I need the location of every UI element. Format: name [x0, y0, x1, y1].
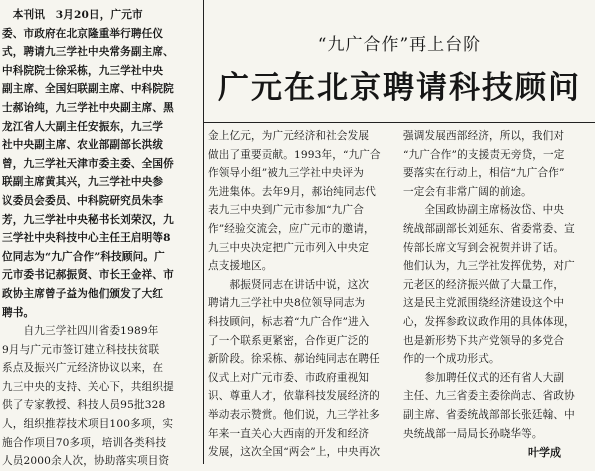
column-divider: [203, 0, 204, 464]
article-line: 点支援地区。: [208, 260, 273, 273]
article-line: 年来一直关心大西南的开发和经济: [208, 427, 370, 440]
article-line: 了一个联系更紧密，合作更广泛的: [208, 334, 370, 347]
article-line: 系点及振兴广元经济协议以来，在: [2, 362, 164, 375]
article-line: 人，组织推荐技术项目100多项，实: [2, 418, 174, 431]
article-line: 郝振贤同志在讲话中说，这次: [208, 278, 370, 291]
article-line: 九三中央的支持、关心下，共组织提: [2, 380, 174, 393]
article-line: 科技顾问，标志着“九广合作”进入: [208, 315, 370, 328]
article-line: 要落实在行动上，相信“九广合作”: [403, 167, 565, 180]
article-column-3: [403, 127, 593, 443]
article-line: 聘请九三学社中央8位领导同志为: [208, 297, 366, 310]
subheadline: “九广合作”再上台阶: [317, 35, 482, 55]
article-line: 做出了重要贡献。1993年，“九广合: [208, 148, 381, 161]
article-line: 委、市政府在北京隆重举行聘任仪: [2, 27, 164, 40]
article-line: 元市委书记郝振贤、市长王金祥、市: [2, 269, 174, 282]
headline: 广元在北京聘请科技顾问: [218, 70, 581, 106]
headline-divider: [203, 122, 595, 123]
byline: 叶学成: [528, 446, 561, 459]
article-line: 政协主席曾子益为他们颁发了大红: [2, 287, 164, 300]
article-line: 先进集体。去年9月，郝诒纯同志代: [208, 185, 377, 198]
article-line: 表九三中央到广元市参加“九广合: [208, 204, 364, 217]
article-line: 央统战部一局局长孙晓华等。: [403, 427, 543, 440]
article-line: 主任、九三省委主委徐尚志、省政协: [403, 390, 575, 403]
article-line: 议委员会委员、中科院研究员朱李: [2, 194, 164, 207]
article-line: 举动表示赞赏。他们说，九三学社多: [208, 408, 380, 421]
article-line: 统战部副部长刘延东、省委常委、宣: [403, 222, 575, 235]
article-line: 作领导小组”被九三学社中央评为: [208, 167, 364, 180]
article-line: 作的一个成功形式。: [403, 353, 500, 366]
article-line: 中科院院士徐采栋，九三学社中央: [2, 64, 164, 77]
article-line: 副主席、省委统战部部长张廷翰、中: [403, 408, 575, 421]
article-line: 聘书。: [2, 306, 35, 319]
article-line: 新阶段。徐采栋、郝诒纯同志在聘任: [208, 353, 380, 366]
article-line: 九三中央决定把广元市列入中央定: [208, 241, 370, 254]
article-line: 副主席、全国妇联副主席、中科院院: [2, 83, 174, 96]
article-line: 芳，九三学社中央秘书长刘荣汉，九: [2, 213, 174, 226]
article-line: 曾，九三学社天津市委主委、全国侨: [2, 157, 174, 170]
article-line: 龙江省人大副主任安振东，九三学: [2, 120, 164, 133]
article-line: 人员2000余人次，协助落实项目资: [2, 455, 170, 468]
article-line: 心，发挥参政议政作用的具体体现，: [403, 315, 575, 328]
article-line: 联副主席黄其兴，九三学社中央参: [2, 176, 164, 189]
article-line: “九广合作”的支援责无旁贷，一定: [403, 148, 565, 161]
article-line: 一定会有非常广阔的前途。: [403, 185, 532, 198]
article-line: 识、尊重人才，依靠科技发展经济的: [208, 390, 380, 403]
article-line: 这是民主党派围绕经济建设这个中: [403, 297, 565, 310]
article-line: 供了专家教授、科技人员95批328: [2, 399, 166, 412]
article-line: 三学社中央科技中心主任王启明等8: [2, 232, 171, 245]
article-line: 式，聘请九三学社中央常务副主席、: [2, 46, 174, 59]
article-line: 参加聘任仪式的还有省人大副: [403, 371, 565, 384]
article-line: 也是新形势下共产党领导的多党合: [403, 334, 565, 347]
article-line: 9月与广元市签订建立科技扶贫联: [2, 343, 160, 356]
article-line: 自九三学社四川省委1989年: [2, 325, 159, 338]
article-line: 全国政协副主席杨汝岱、中央: [403, 204, 565, 217]
article-line: 士郝诒纯，九三学社中央副主席、黑: [2, 101, 174, 114]
article-line: 传部长席文写到会祝贺并讲了话。: [403, 241, 565, 254]
article-line: 施合作项目70多项，培训各类科技: [2, 436, 167, 449]
article-line: 金上亿元，为广元经济和社会发展: [208, 130, 370, 142]
article-column-1: [2, 6, 201, 471]
article-line: 强调发展西部经济，所以，我们对: [403, 130, 565, 142]
article-line: 元老区的经济振兴做了大量工作，: [403, 278, 565, 291]
article-line: 发展，这次全国“两会”上，中央再次: [208, 446, 381, 459]
article-line: 位同志为“九广合作”科技顾问。广: [2, 250, 165, 263]
article-line: 作”经验交流会，应广元市的邀请，: [208, 222, 375, 235]
article-line: 本刊讯 3月20日，广元市: [2, 9, 143, 21]
headline-block: [204, 0, 595, 121]
article-column-2: [208, 127, 398, 462]
article-line: 他们认为，九三学社发挥优势，对广: [403, 260, 575, 273]
article-line: 社中央副主席、农业部副部长洪绂: [2, 139, 164, 152]
article-line: 仪式上对广元市委、市政府重视知: [208, 371, 370, 384]
